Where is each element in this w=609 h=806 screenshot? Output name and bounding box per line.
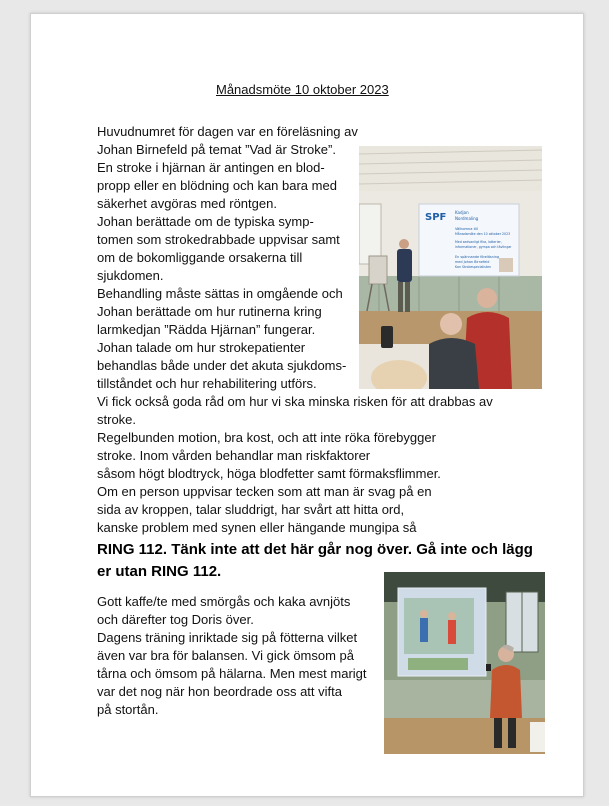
- text-line: Vi fick också goda råd om hur vi ska minska risken för att drabbas av: [97, 394, 493, 409]
- text-line: tomen som strokedrabbade uppvisar samt: [97, 232, 340, 247]
- text-line: Johan berättade om de typiska symp-: [97, 214, 314, 229]
- document-page: [30, 13, 584, 797]
- text-line: stroke.: [97, 412, 137, 427]
- exercise-photo: [384, 572, 545, 754]
- slide-org-line: Kadjan: [455, 210, 469, 215]
- text-line: även var bra för balansen. Vi gick ömsom på: [97, 648, 355, 663]
- text-line: Behandling måste sättas in omgående och: [97, 286, 343, 301]
- text-line: Johan berättade om hur rutinerna kring: [97, 304, 322, 319]
- slide-info-line: informationer, gympa och tävlingar: [455, 245, 512, 249]
- slide-talk-line: Kan Strokespecialisten: [455, 265, 492, 269]
- text-line: Gott kaffe/te med smörgås och kaka avnjöts: [97, 594, 351, 609]
- text-line: tårna och ömsom på hälarna. Men mest marigt: [97, 666, 367, 681]
- lecture-photo: [359, 146, 542, 389]
- text-line: tillståndet och hur rehabilitering utförs.: [97, 376, 317, 391]
- slide-talk-line: med Johan Birnefeld: [455, 260, 490, 264]
- text-line: Om en person uppvisar tecken som att man är svag på en: [97, 484, 432, 499]
- slide-welcome-line: Välkomna till: [455, 227, 479, 231]
- text-line: Johan Birnefeld på temat ”Vad är Stroke”.: [97, 142, 336, 157]
- text-line: om de bokomliggande orsakerna till: [97, 250, 303, 265]
- emphasis-line: RING 112. Tänk inte att det här går nog över. Gå inte och lägg: [97, 541, 533, 558]
- text-line: Dagens träning inriktade sig på fötterna vilket: [97, 630, 358, 645]
- text-line: stroke. Inom vården behandlar man riskfaktorer: [97, 448, 371, 463]
- slide-logo: SPF: [425, 212, 447, 223]
- slide-welcome-line: Månadsmöte den 10 oktober 2023: [455, 232, 511, 236]
- text-line: Huvudnumret för dagen var en föreläsning av: [97, 124, 358, 139]
- text-line: kanske problem med synen eller hängande mungipa så: [97, 520, 417, 535]
- text-line: var det nog när hon beordrade oss att vifta: [97, 684, 342, 699]
- text-line: på stortån.: [97, 702, 159, 717]
- text-line: Johan talade om hur strokepatienter: [97, 340, 306, 355]
- text-line: propp eller en blödning och kan bara med: [97, 178, 337, 193]
- text-line: behandlas både under det akuta sjukdoms-: [97, 358, 347, 373]
- document-title: Månadsmöte 10 oktober 2023: [216, 82, 389, 97]
- text-line: Regelbunden motion, bra kost, och att inte röka förebygger: [97, 430, 436, 445]
- slide-org-line: Nordmaling: [455, 216, 479, 221]
- slide-talk-line: En spännande föreläsning: [455, 255, 500, 259]
- emphasis-line: er utan RING 112.: [97, 563, 222, 580]
- text-line: En stroke i hjärnan är antingen en blod-: [97, 160, 325, 175]
- slide-info-line: Med sedvanligt fika, lotterier,: [455, 240, 502, 244]
- text-line: och därefter tog Doris över.: [97, 612, 254, 627]
- text-line: säkerhet avgöras med röntgen.: [97, 196, 277, 211]
- text-line: sida av kroppen, talar sluddrigt, har svårt att hitta ord,: [97, 502, 405, 517]
- text-line: larmkedjan ”Rädda Hjärnan” fungerar.: [97, 322, 316, 337]
- text-line: såsom högt blodtryck, höga blodfetter samt förmaksflimmer.: [97, 466, 441, 481]
- text-line: sjukdomen.: [97, 268, 164, 283]
